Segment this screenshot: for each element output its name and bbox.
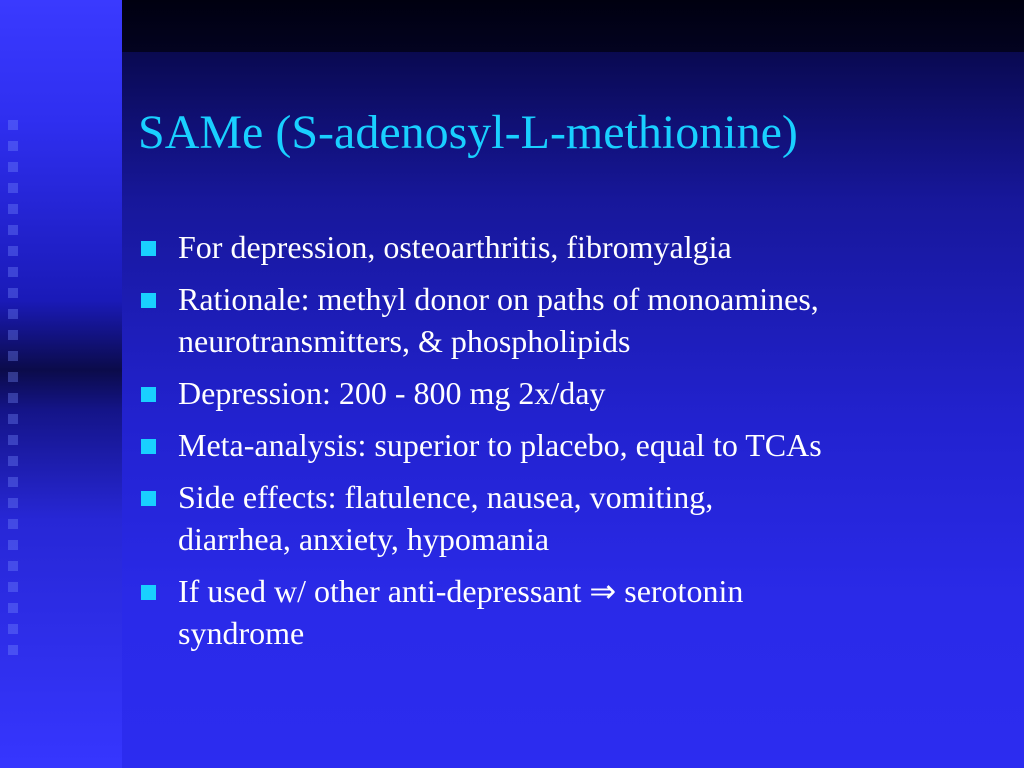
- top-decorative-band: [122, 0, 1024, 52]
- bullet-item: [140, 278, 1010, 362]
- bullet-text: Meta-analysis: superior to placebo, equal to TCAs: [178, 427, 822, 463]
- bullet-text: For depression, osteoarthritis, fibromyalgia: [178, 229, 732, 265]
- square-bullet-icon: [141, 387, 156, 402]
- left-decorative-bar: [0, 0, 122, 768]
- square-bullet-icon: [141, 293, 156, 308]
- decorative-square-pattern: [8, 120, 30, 660]
- bullet-text: If used w/ other anti-depressant ⇒ serotonin syndrome: [178, 573, 744, 651]
- bullet-text: Depression: 200 - 800 mg 2x/day: [178, 375, 606, 411]
- square-bullet-icon: [141, 241, 156, 256]
- square-bullet-icon: [141, 439, 156, 454]
- bullet-list: [140, 226, 1010, 664]
- bullet-item: [140, 570, 1010, 654]
- bullet-text: Rationale: methyl donor on paths of monoamines, neurotransmitters, & phospholipids: [178, 281, 819, 359]
- bullet-item: [140, 226, 1010, 268]
- square-bullet-icon: [141, 585, 156, 600]
- bullet-item: [140, 424, 1010, 466]
- bullet-item: [140, 372, 1010, 414]
- slide-title: SAMe (S-adenosyl-L-methionine): [138, 106, 798, 159]
- bullet-text: Side effects: flatulence, nausea, vomiting, diarrhea, anxiety, hypomania: [178, 479, 714, 557]
- bullet-item: [140, 476, 1010, 560]
- square-bullet-icon: [141, 491, 156, 506]
